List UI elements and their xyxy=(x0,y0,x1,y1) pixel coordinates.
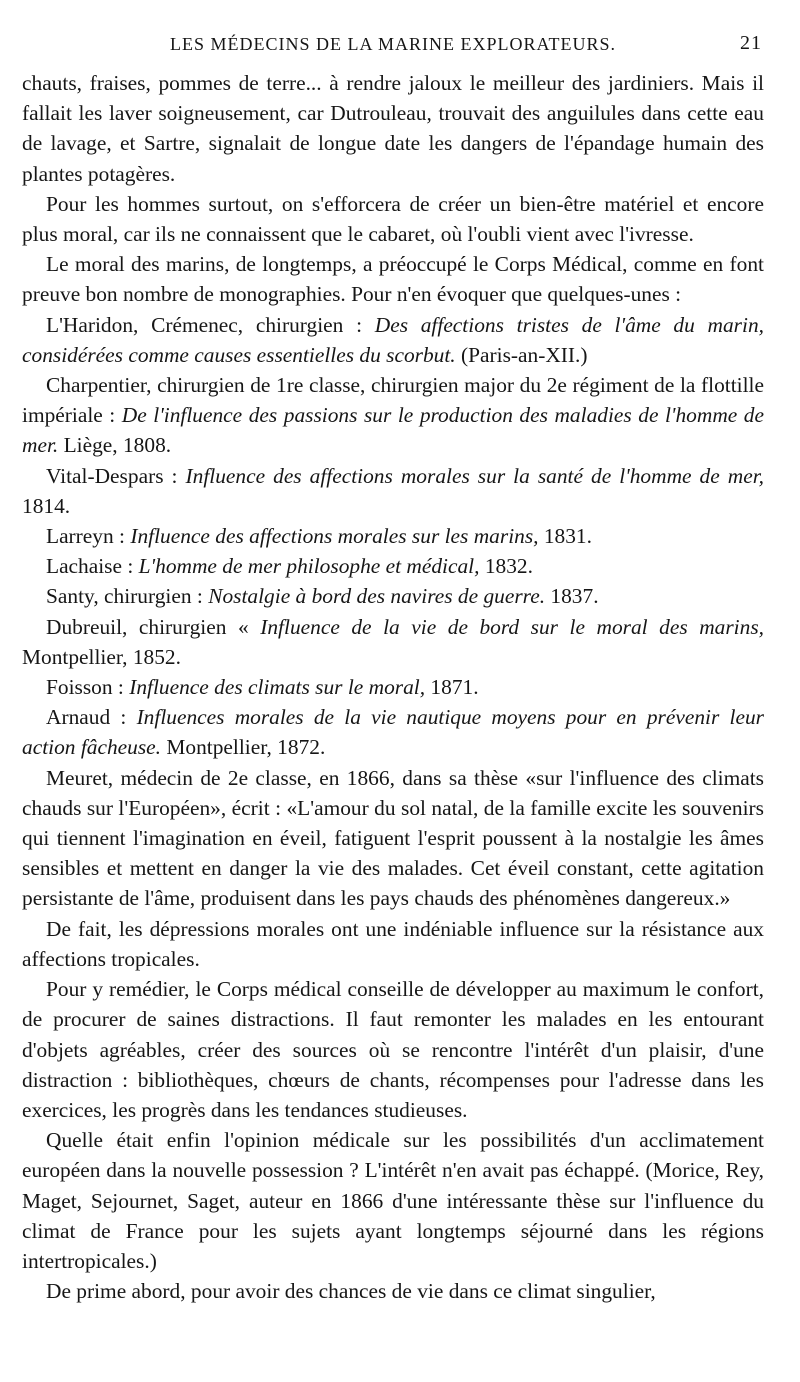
reference-place-date: Montpellier, 1872. xyxy=(161,735,326,760)
reference-entry xyxy=(22,551,764,581)
reference-title: Influence des climats sur le moral, xyxy=(129,675,426,700)
reference-author: Arnaud : xyxy=(46,705,137,730)
running-title: LES MÉDECINS DE LA MARINE EXPLORATEURS. xyxy=(169,34,616,54)
reference-title: L'homme de mer philosophe et médical, xyxy=(138,554,480,579)
reference-entry xyxy=(22,521,764,551)
reference-title: Influence des affections morales sur la santé de l'homme de mer, xyxy=(185,463,765,488)
reference-entry xyxy=(22,702,764,762)
reference-title: Influence des affections morales sur les marins, xyxy=(130,524,539,549)
page-header xyxy=(22,30,764,60)
reference-author: Santy, chirurgien : xyxy=(46,584,209,609)
paragraph: chauts, fraises, pommes de terre... à rendre jaloux le meilleur des jardiniers. Mais il fallait les laver soigneusement, car Dutrouleau, trouvait des anguilules dans cette eau de lavage, et Sartre, signalait de longue date les dangers de l'épandage humain des plantes potagères. xyxy=(22,71,764,186)
page-number: 21 xyxy=(740,32,762,54)
reference-place-date: 1831. xyxy=(538,524,592,549)
reference-author: Lachaise : xyxy=(46,554,139,579)
reference-place-date: 1871. xyxy=(425,675,479,700)
page-body xyxy=(22,68,764,1306)
reference-entry xyxy=(22,612,764,672)
reference-entry xyxy=(22,370,764,461)
reference-entry xyxy=(22,581,764,611)
reference-author: Larreyn : xyxy=(46,524,131,549)
reference-author: Vital-Despars : xyxy=(46,463,186,488)
reference-entry xyxy=(22,461,764,521)
paragraph: Pour les hommes surtout, on s'efforcera de créer un bien-être matériel et encore plus moral, car ils ne connaissent que le cabaret, où l'oubli vient avec l'ivresse. xyxy=(22,191,764,247)
paragraph: Le moral des marins, de longtemps, a préoccupé le Corps Médical, comme en font preuve bon nombre de monographies. Pour n'en évoquer que quelques-unes : xyxy=(22,252,764,307)
reference-entry xyxy=(22,310,764,370)
paragraph: Meuret, médecin de 2e classe, en 1866, dans sa thèse «sur l'influence des climats chauds sur l'Européen», écrit : «L'amour du sol natal, de la famille excite les souvenirs qui tiennent l'imagination en éveil, fatiguent l'esprit poussent à la nostalgie les âmes sensibles et mettent en danger la vie des malades. Cet éveil constant, cette agitation persistante de l'âme, produisent dans les pays chauds des phénomènes dangereux.» xyxy=(22,765,764,911)
paragraph: De fait, les dépressions morales ont une indéniable influence sur la résistance aux affections tropicales. xyxy=(22,916,764,971)
paragraph: Quelle était enfin l'opinion médicale sur les possibilités d'un acclimatement européen dans la nouvelle possession ? L'intérêt n'en avait pas échappé. (Morice, Rey, Maget, Sejournet, Saget, auteur en 1866 d'une intéressante thèse sur l'influence du climat de France pour les sujets ayant longtemps séjourné dans les régions intertropicales.) xyxy=(22,1128,764,1273)
reference-author: Foisson : xyxy=(46,675,130,700)
paragraph: Pour y remédier, le Corps médical conseille de développer au maximum le confort, de procurer de saines distractions. Il faut remonter les malades en les entourant d'objets agréables, créer des sources où se rencontre l'intérêt d'un plaisir, d'une distraction : bibliothèques, chœurs de chants, récompenses pour l'adresse dans les exercices, les progrès dans les tendances studieuses. xyxy=(22,977,764,1122)
reference-place-date: 1832. xyxy=(479,554,533,579)
reference-place-date: Liège, 1808. xyxy=(58,433,172,458)
reference-place-date: (Paris-an-XII.) xyxy=(455,342,588,367)
reference-title: Des affections tristes de l'âme du marin, considérées comme causes essentielles du scorbut. xyxy=(22,312,764,367)
reference-place-date: 1837. xyxy=(545,584,599,609)
reference-title: De l'influence des passions sur le production des maladies de l'homme de mer. xyxy=(22,403,764,458)
reference-title: Nostalgie à bord des navires de guerre. xyxy=(208,584,546,609)
reference-title: Influence de la vie de bord sur le moral des marins, xyxy=(260,614,764,639)
reference-entry xyxy=(22,672,764,702)
paragraph: De prime abord, pour avoir des chances de vie dans ce climat singulier, xyxy=(46,1279,656,1304)
reference-place-date: Montpellier, 1852. xyxy=(22,644,181,669)
reference-place-date: 1814. xyxy=(22,493,71,518)
reference-author: Dubreuil, chirurgien « xyxy=(46,614,261,639)
reference-author: Charpentier, chirurgien de 1re classe, chirurgien major du 2e régiment de la flottille impériale : xyxy=(22,373,764,428)
reference-title: Influences morales de la vie nautique moyens pour en prévenir leur action fâcheuse. xyxy=(22,705,764,760)
reference-author: L'Haridon, Crémenec, chirurgien : xyxy=(46,312,375,337)
